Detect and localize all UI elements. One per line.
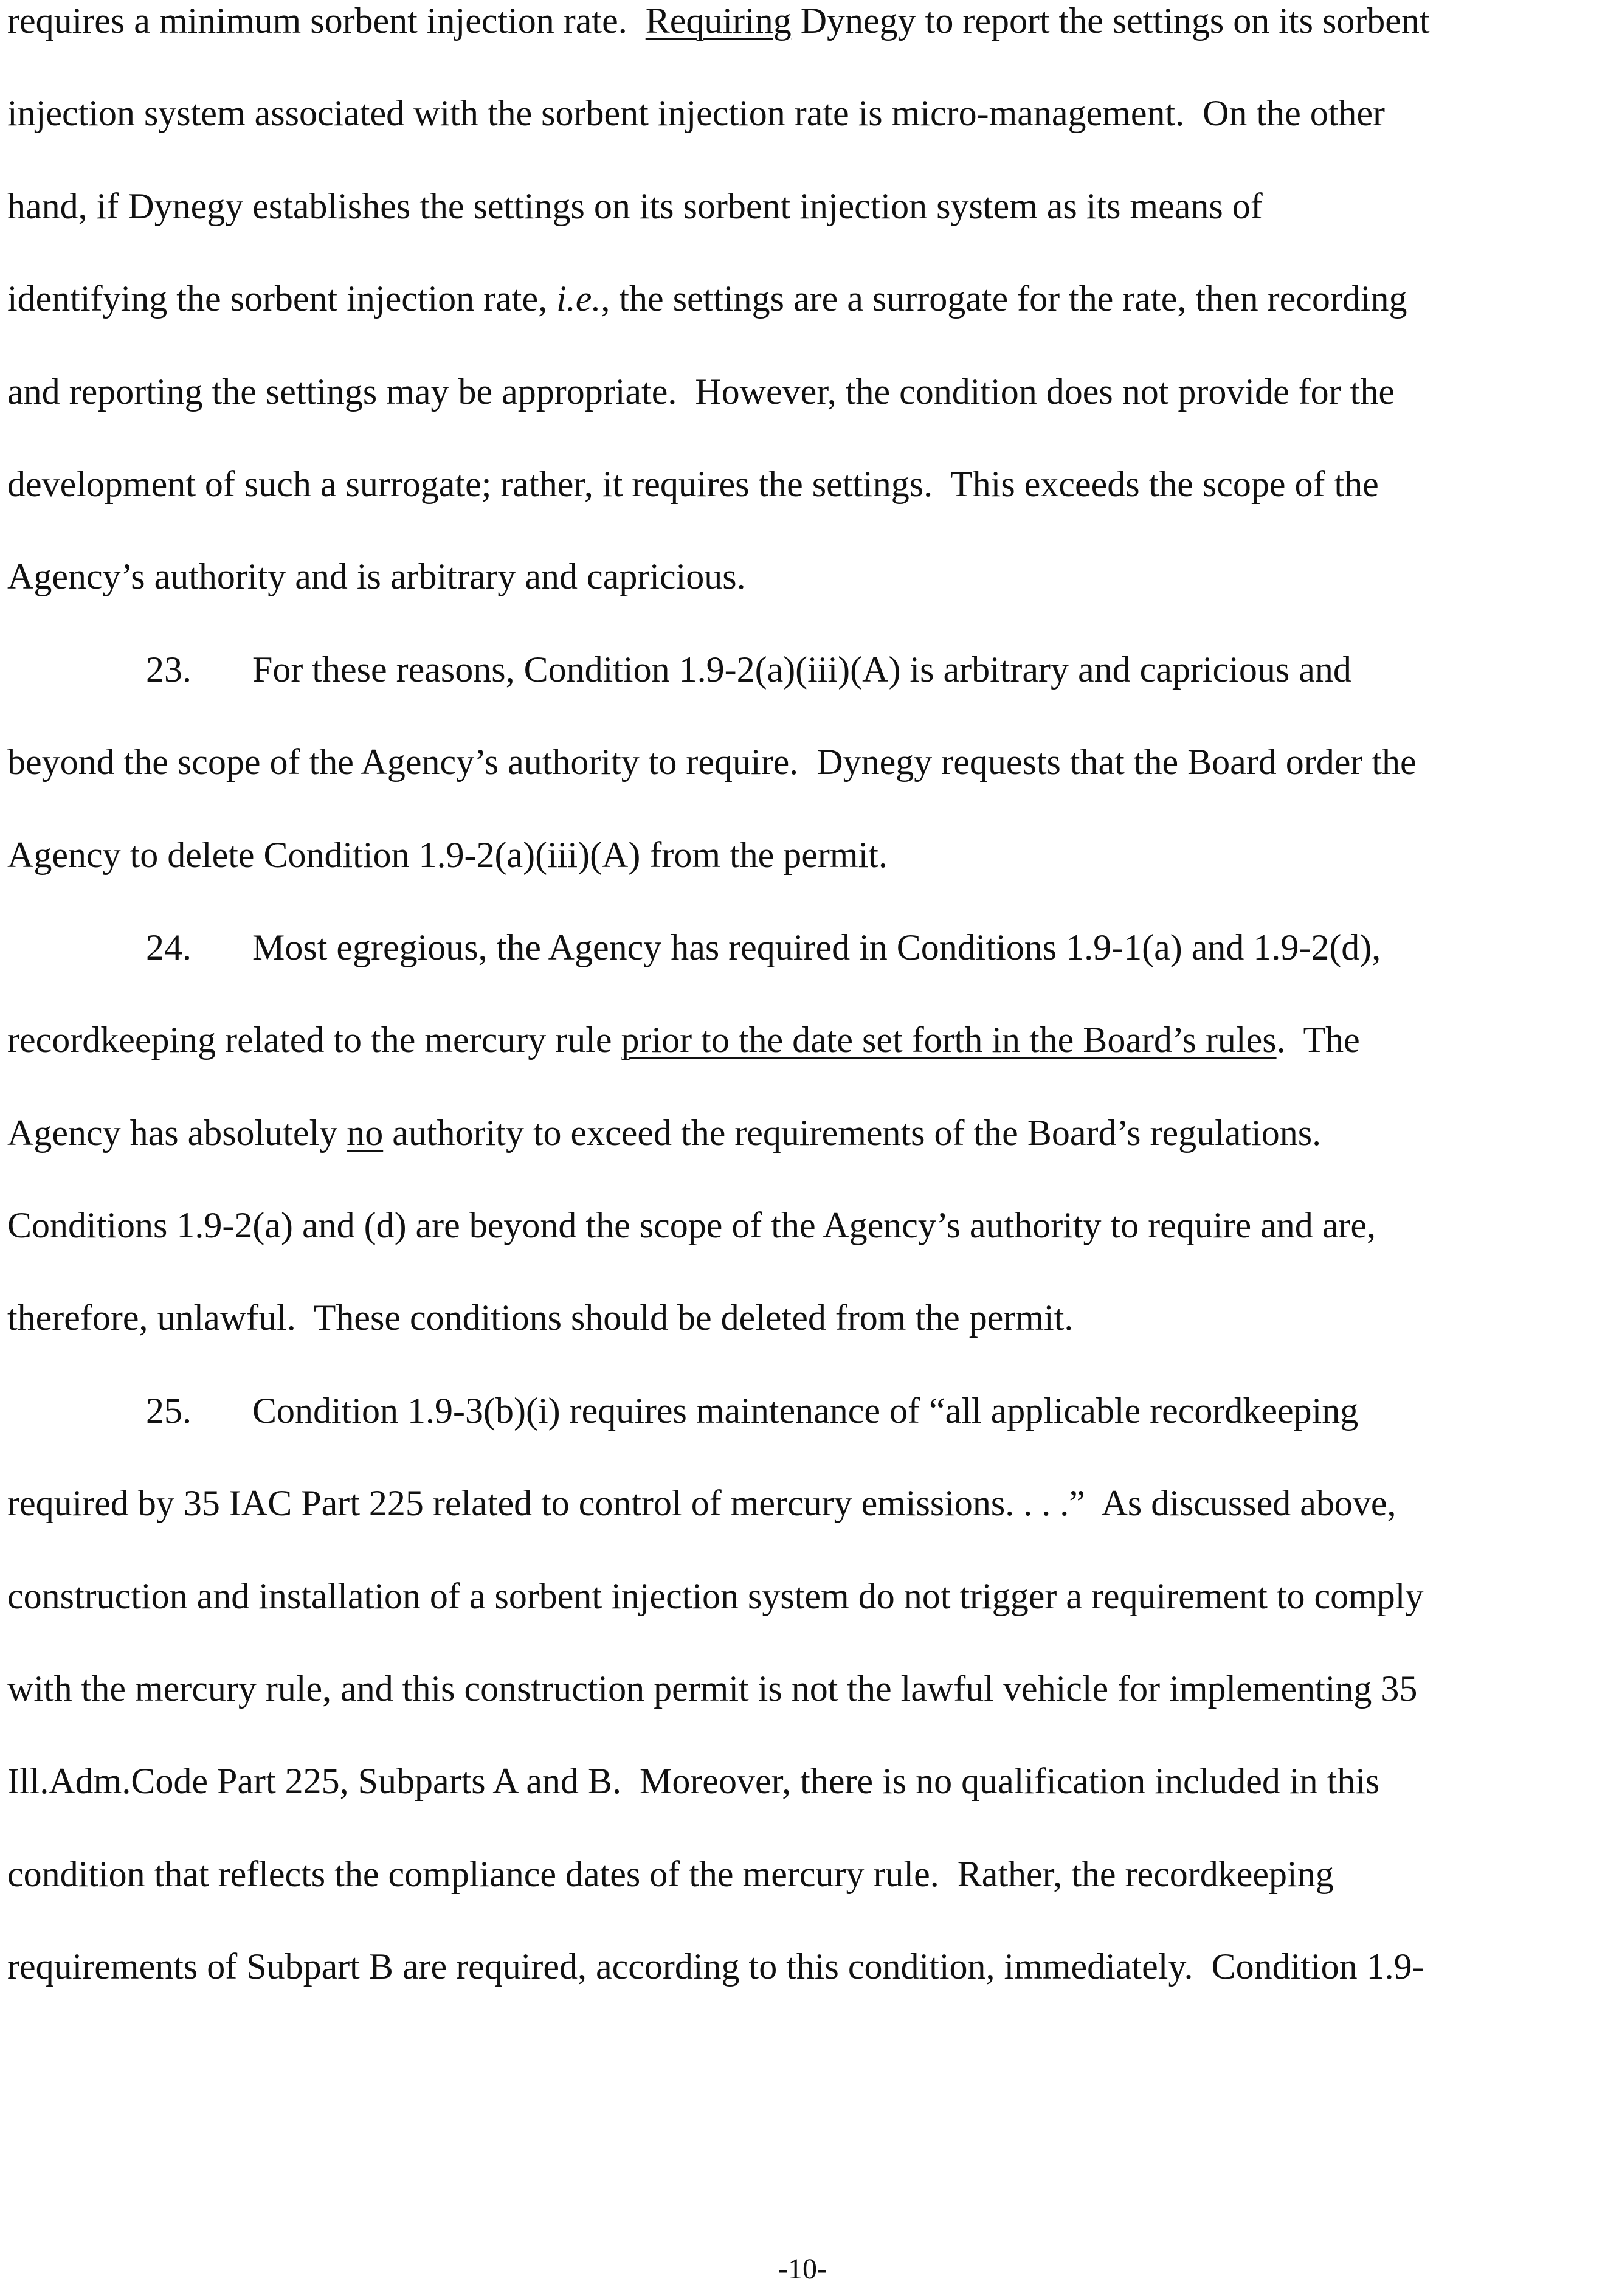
paragraph-number: 25.	[146, 1390, 192, 1431]
text-line	[7, 1828, 1600, 1920]
paragraph-text	[252, 901, 1381, 994]
text-segment: Ill.Adm.Code Part 225, Subparts A and B. Moreover, there is no qualification included in this	[7, 1761, 1380, 1802]
text-segment: hand, if Dynegy establishes the settings on its sorbent injection system as its means of	[7, 185, 1263, 226]
document-body	[7, 0, 1600, 2013]
text-segment: . The	[1276, 1020, 1360, 1060]
paragraph-start-line	[7, 623, 1600, 716]
text-segment: and reporting the settings may be appropriate. However, the condition does not provide for the	[7, 371, 1395, 412]
underlined-text: Requiring	[645, 1, 792, 41]
paragraph-number: 23.	[146, 649, 192, 690]
text-segment: Agency to delete Condition 1.9-2(a)(iii)(A) from the permit.	[7, 834, 888, 875]
text-segment: with the mercury rule, and this construction permit is not the lawful vehicle for implementing 35	[7, 1668, 1418, 1709]
text-segment: For these reasons, Condition 1.9-2(a)(iii)(A) is arbitrary and capricious and	[252, 649, 1351, 690]
text-segment: requirements of Subpart B are required, according to this condition, immediately. Condition 1.9-	[7, 1946, 1424, 1987]
text-line	[7, 1179, 1600, 1271]
text-line	[7, 252, 1600, 345]
text-line	[7, 716, 1600, 808]
text-line	[7, 1457, 1600, 1549]
text-segment: injection system associated with the sorbent injection rate is micro-management. On the other	[7, 93, 1386, 134]
text-line	[7, 1735, 1600, 1827]
text-line	[7, 0, 1600, 67]
text-segment: identifying the sorbent injection rate,	[7, 278, 557, 319]
text-segment: Condition 1.9-3(b)(i) requires maintenance of “all applicable recordkeeping	[252, 1390, 1359, 1431]
text-segment: condition that reflects the compliance dates of the mercury rule. Rather, the recordkeeping	[7, 1853, 1334, 1894]
text-line	[7, 1087, 1600, 1179]
text-segment: therefore, unlawful. These conditions should be deleted from the permit.	[7, 1298, 1074, 1338]
text-line	[7, 809, 1600, 901]
text-segment: construction and installation of a sorbent injection system do not trigger a requirement to comply	[7, 1575, 1424, 1616]
text-line	[7, 994, 1600, 1086]
text-line	[7, 1271, 1600, 1364]
text-line	[7, 67, 1600, 159]
text-segment: Conditions 1.9-2(a) and (d) are beyond the scope of the Agency’s authority to require and are,	[7, 1205, 1376, 1246]
text-segment: beyond the scope of the Agency’s authority to require. Dynegy requests that the Board order the	[7, 742, 1417, 783]
text-line	[7, 438, 1600, 530]
text-segment: recordkeeping related to the mercury rule	[7, 1020, 621, 1060]
underlined-text: prior to the date set forth in the Board’s rules	[621, 1020, 1277, 1060]
text-segment: , the settings are a surrogate for the rate, then recording	[601, 278, 1407, 319]
text-segment: requires a minimum sorbent injection rate.	[7, 1, 646, 41]
paragraph-start-line	[7, 1364, 1600, 1457]
text-segment: Most egregious, the Agency has required in Conditions 1.9-1(a) and 1.9-2(d),	[252, 927, 1381, 967]
text-segment: authority to exceed the requirements of the Board’s regulations.	[383, 1112, 1322, 1153]
text-line	[7, 160, 1600, 252]
paragraph-start-line	[7, 901, 1600, 994]
paragraph-text	[252, 1364, 1358, 1457]
text-segment: Agency has absolutely	[7, 1112, 347, 1153]
text-line	[7, 345, 1600, 438]
text-line	[7, 530, 1600, 623]
paragraph-number: 24.	[146, 927, 192, 967]
text-line	[7, 1920, 1600, 2013]
text-line	[7, 1642, 1600, 1735]
text-line	[7, 1550, 1600, 1642]
page-number: -10-	[778, 2253, 827, 2285]
underlined-text: no	[347, 1112, 384, 1153]
paragraph-text	[252, 623, 1351, 716]
text-segment: Dynegy to report the settings on its sorbent	[791, 1, 1430, 41]
italic-text: i.e.	[556, 278, 601, 319]
text-segment: development of such a surrogate; rather, it requires the settings. This exceeds the scope of the	[7, 463, 1379, 504]
text-segment: Agency’s authority and is arbitrary and capricious.	[7, 556, 746, 597]
text-segment: required by 35 IAC Part 225 related to control of mercury emissions. . . .” As discussed above,	[7, 1483, 1396, 1524]
